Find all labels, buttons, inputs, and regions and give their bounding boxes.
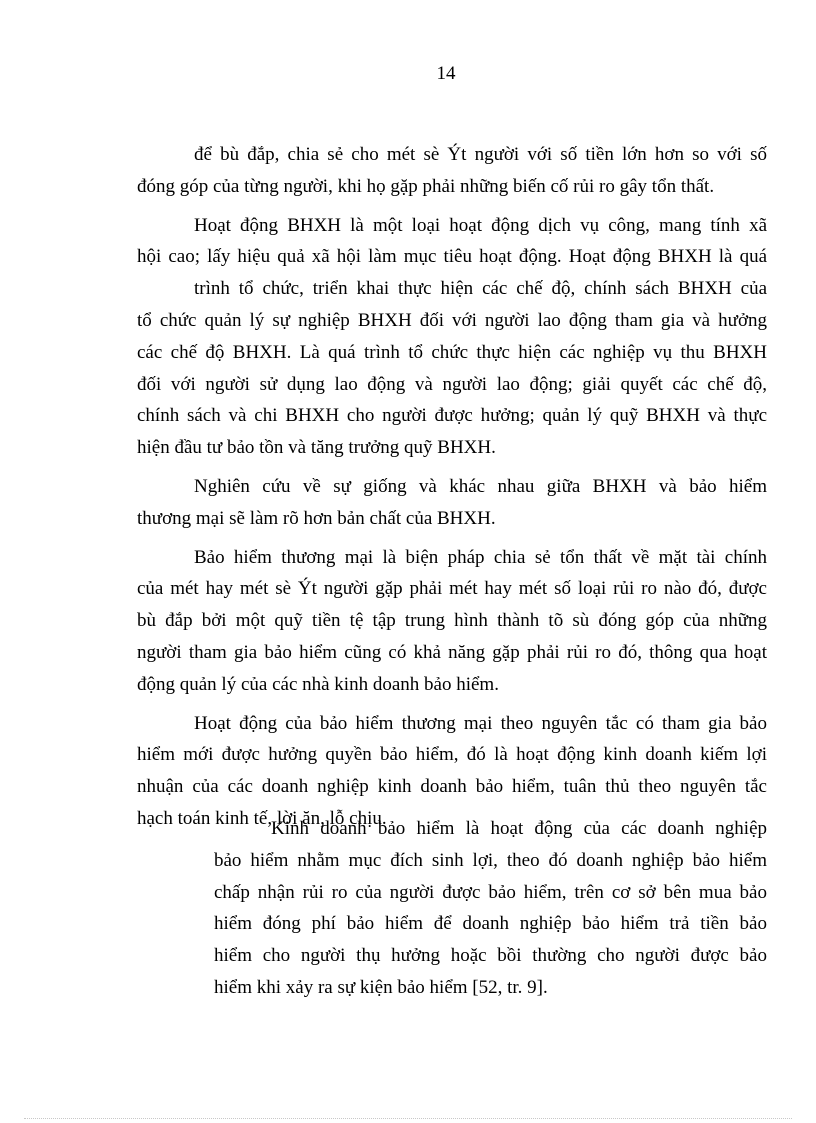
text-line: đóng góp của từng người, khi họ gặp phải những biến cố rủi ro gây tổn thất. xyxy=(137,175,715,197)
text-line: Hoạt động BHXH là một loại hoạt động dịch vụ công, mang tính xã xyxy=(194,214,767,236)
page-number: 14 xyxy=(436,63,456,84)
text-line: Hoạt động của bảo hiểm thương mại theo nguyên tắc có tham gia bảo xyxy=(194,712,767,734)
quote-line: chấp nhận rủi ro của người được bảo hiểm, trên cơ sở bên mua bảo xyxy=(214,881,767,903)
text-line: hội cao; lấy hiệu quả xã hội làm mục tiêu hoạt động. Hoạt động BHXH là quá xyxy=(137,246,767,268)
text-line: chính sách và chi BHXH cho người được hưởng; quản lý quỹ BHXH và thực xyxy=(137,405,767,427)
paragraph-research xyxy=(137,471,767,535)
text-line: của mét hay mét sè Ýt người gặp phải mét hay mét số loại rủi ro nào đó, được xyxy=(137,578,767,600)
text-line: nhuận của các doanh nghiệp kinh doanh bảo hiểm, tuân thủ theo nguyên tắc xyxy=(137,776,767,798)
quote-line: hiểm đóng phí bảo hiểm để doanh nghiệp bảo hiểm trả tiền bảo xyxy=(214,913,767,935)
body-text xyxy=(137,139,767,835)
quote-line: hiểm khi xảy ra sự kiện bảo hiểm [52, tr. 9]. xyxy=(214,976,548,998)
text-line: trình tổ chức, triển khai thực hiện các chế độ, chính sách BHXH của xyxy=(194,278,767,300)
text-line: hạch toán kinh tế, lời ăn, lỗ chịu. xyxy=(137,807,387,829)
quote-line: bảo hiểm nhằm mục đích sinh lợi, theo đó doanh nghiệp bảo hiểm xyxy=(214,849,767,871)
text-line: hiện đầu tư bảo tồn và tăng trưởng quỹ BHXH. xyxy=(137,437,496,459)
text-line: các chế độ BHXH. Là quá trình tổ chức thực hiện các nghiệp vụ thu BHXH xyxy=(137,341,767,363)
text-line: hiểm mới được hưởng quyền bảo hiểm, đó là hoạt động kinh doanh kiếm lợi xyxy=(137,744,767,766)
page-bottom-rule xyxy=(24,1118,792,1119)
paragraph-continuation xyxy=(137,139,767,203)
paragraph-bhxh-activity xyxy=(137,210,767,464)
quote-line: Kinh doanh bảo hiểm là hoạt động của các doanh nghiệp xyxy=(271,818,767,839)
text-line: động quản lý của các nhà kinh doanh bảo hiểm. xyxy=(137,673,499,695)
text-line: để bù đắp, chia sẻ cho mét sè Ýt người với số tiền lớn hơn so với số xyxy=(194,144,767,165)
text-line: đối với người sử dụng lao động và người lao động; giải quyết các chế độ, xyxy=(137,373,767,395)
text-line: thương mại sẽ làm rõ hơn bản chất của BHXH. xyxy=(137,507,496,529)
paragraph-commercial-insurance xyxy=(137,542,767,701)
quote-line: hiểm cho người thụ hưởng hoặc bồi thường cho người được bảo xyxy=(214,945,767,967)
block-quote xyxy=(214,813,767,1004)
text-line: bù đắp bởi một quỹ tiền tệ tập trung hình thành tõ sù đóng góp của những xyxy=(137,610,767,632)
text-line: Nghiên cứu về sự giống và khác nhau giữa BHXH và bảo hiểm xyxy=(194,475,767,497)
text-line: tổ chức quản lý sự nghiệp BHXH đối với người lao động tham gia và hưởng xyxy=(137,309,767,331)
text-line: người tham gia bảo hiểm cũng có khả năng gặp phải rủi ro đó, thông qua hoạt xyxy=(137,641,767,663)
text-line: Bảo hiểm thương mại là biện pháp chia sẻ tổn thất về mặt tài chính xyxy=(194,546,767,568)
